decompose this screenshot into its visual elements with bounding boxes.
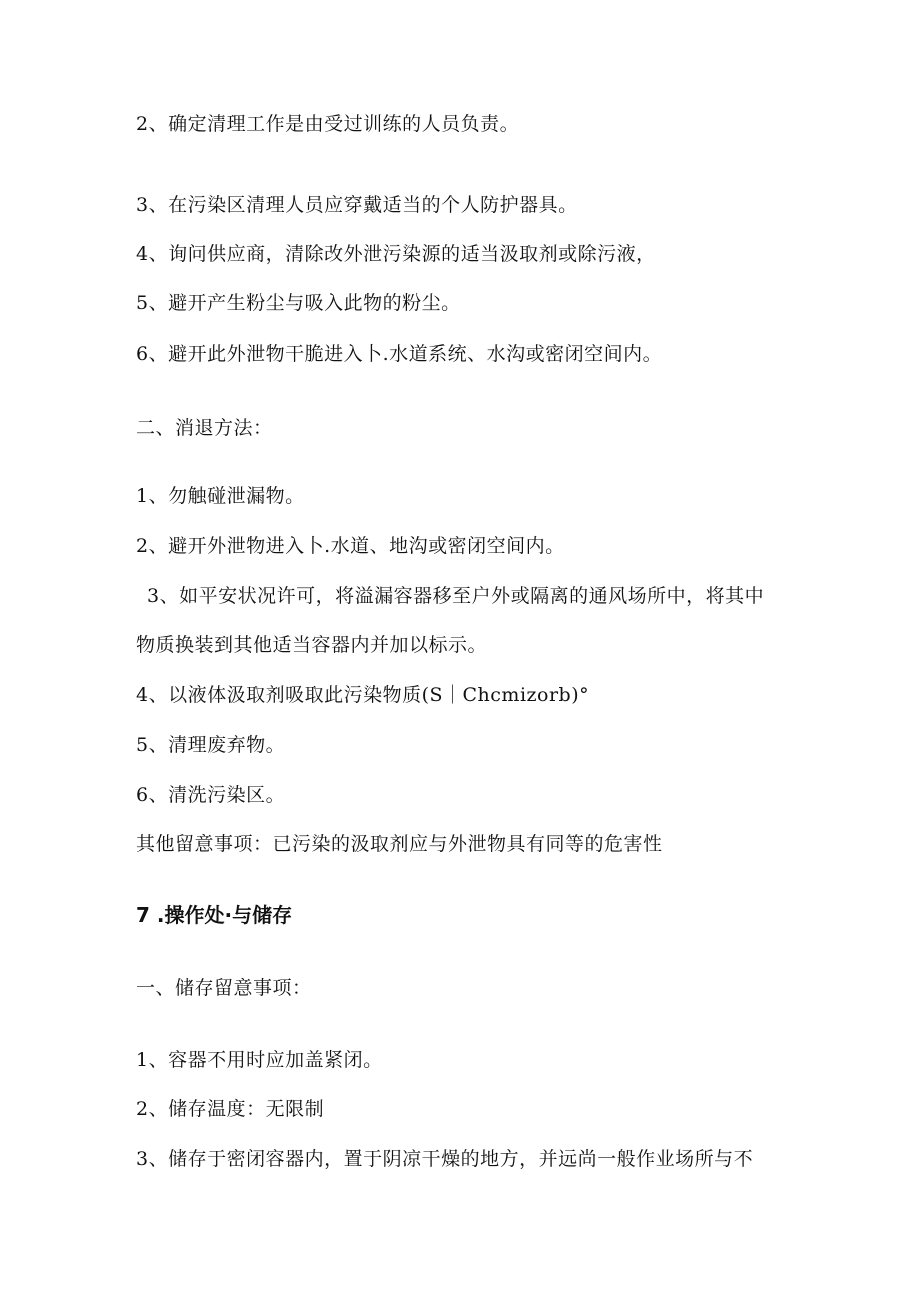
text-line: 3、储存于密闭容器内，置于阴凉干燥的地方，并远尚一般作业场所与不	[136, 1148, 754, 1170]
text-line: 6、清洗污染区。	[136, 784, 286, 806]
chapter-heading: 7 .操作处·与储存	[136, 903, 293, 927]
text-line: 3、在污染区清理人员应穿戴适当的个人防护器具。	[136, 194, 578, 216]
text-line: 4、询问供应商，清除改外泄污染源的适当汲取剂或除污液，	[136, 243, 656, 265]
text-line: 4、以液体汲取剂吸取此污染物质(S｜Chcmizorb)°	[136, 684, 590, 706]
text-line: 5、清理废弃物。	[136, 734, 286, 756]
text-line: 2、避开外泄物进入卜.水道、地沟或密闭空间内。	[136, 535, 565, 557]
text-line: 5、避开产生粉尘与吸入此物的粉尘。	[136, 292, 461, 314]
section-title: 一、储存留意事项：	[136, 977, 312, 999]
text-line: 3、如平安状况许可，将溢漏容器移至户外或隔离的通风场所中，将其中	[147, 585, 765, 607]
text-line: 物质换装到其他适当容器内并加以标示。	[136, 634, 488, 656]
text-line: 2、确定清理工作是由受过训练的人员负责。	[136, 113, 520, 135]
section-title: 二、消退方法：	[136, 417, 273, 439]
text-line: 其他留意事项：已污染的汲取剂应与外泄物具有同等的危害性	[136, 833, 663, 855]
text-line: 2、储存温度：无限制	[136, 1098, 325, 1120]
text-line: 1、勿触碰泄漏物。	[136, 485, 305, 507]
text-line: 1、容器不用时应加盖紧闭。	[136, 1049, 383, 1071]
text-line: 6、避开此外泄物干脆进入卜.水道系统、水沟或密闭空间内。	[136, 343, 663, 365]
